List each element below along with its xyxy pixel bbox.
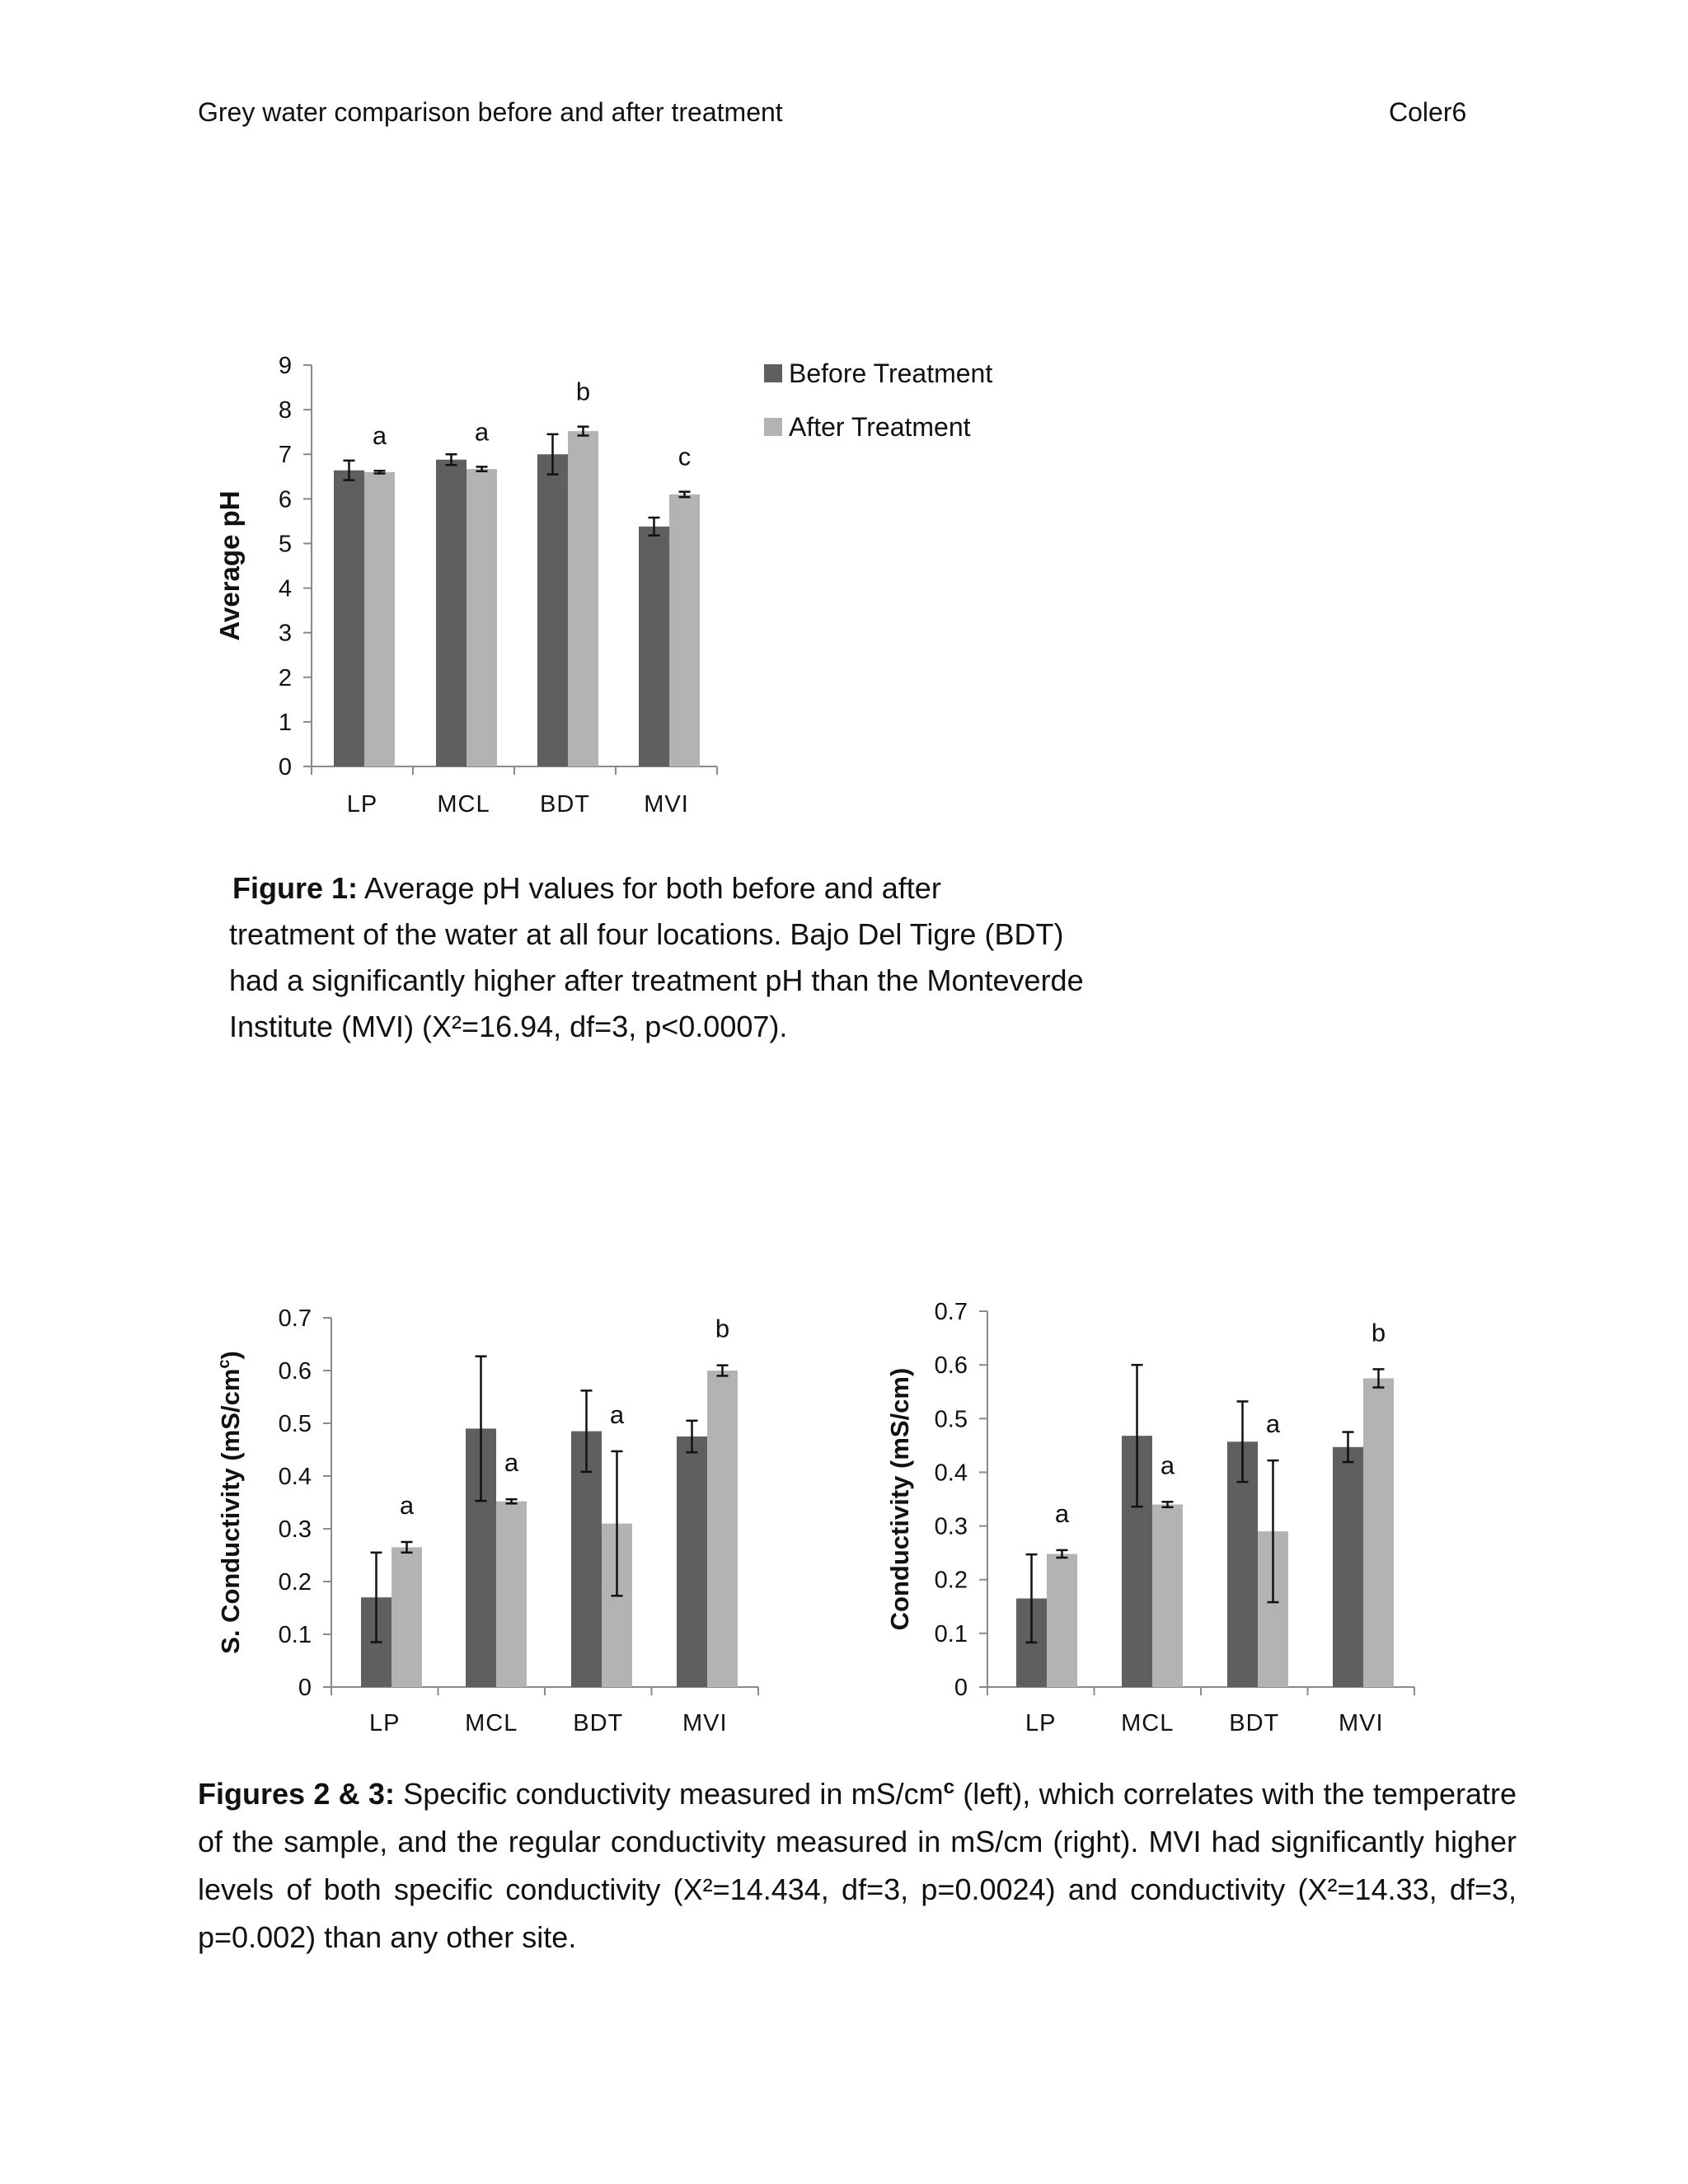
y-tick-label: 0.1 [934,1620,968,1647]
figures-2-3-caption-label: Figures 2 & 3: [198,1777,395,1811]
y-tick-label: 0.3 [278,1516,312,1543]
x-category-label: MVI [644,791,689,818]
bar-mvi-before [677,1436,707,1687]
y-tick-label: 0.7 [278,1305,312,1332]
figures-2-3-caption-sup: c [943,1776,954,1798]
significance-letter: a [609,1399,625,1429]
bar-mvi-after [707,1371,738,1687]
y-axis-label: Conductivity (mS/cm) [885,1367,914,1631]
y-tick-label: 0.2 [934,1567,968,1594]
x-category-label: BDT [573,1710,624,1736]
y-tick-label: 0.3 [934,1513,968,1540]
bar-mcl-after [1152,1505,1183,1687]
significance-letter: a [1054,1498,1070,1528]
running-header-page: Coler6 [1389,97,1467,127]
x-category-label: LP [346,791,378,818]
figure-1-caption-line2: treatment of the water at all four locations. Bajo Del Tigre (BDT) [229,917,1064,951]
y-tick-label: 0.4 [278,1464,312,1490]
y-tick-label: 0.5 [278,1411,312,1437]
y-tick-label: 0.6 [934,1352,968,1380]
y-tick-label: 0 [954,1675,968,1701]
y-tick-label: 0.7 [934,1299,968,1325]
x-category-label: MCL [1121,1710,1175,1736]
figure-1-caption-line4: Institute (MVI) (X²=16.94, df=3, p<0.0007). [229,1010,788,1043]
y-tick-label: 0.5 [934,1406,968,1433]
y-tick-label: 1 [278,709,292,736]
x-category-label: BDT [1229,1710,1280,1736]
y-tick-label: 6 [278,486,292,513]
figure-1-caption-line1: Average pH values for both before and after [358,871,941,905]
significance-letter: b [1371,1318,1386,1347]
y-axis-label: S. Conductivity $(mS/cm^c)$ [215,1351,245,1654]
y-tick-label: 0 [278,754,292,780]
running-header-title: Grey water comparison before and after treatment [198,97,783,127]
y-tick-label: 0.6 [278,1358,312,1385]
x-category-label: MCL [465,1710,518,1736]
y-tick-label: 9 [278,353,292,379]
legend-label: After Treatment [789,412,971,442]
significance-letter: b [575,377,591,406]
y-axis-label: Average pH [214,490,245,641]
y-tick-label: 4 [278,575,292,602]
significance-letter: a [399,1491,415,1520]
significance-letter: b [715,1314,730,1343]
y-tick-label: 8 [278,397,292,424]
bar-mcl-after [496,1502,527,1687]
x-category-label: MVI [682,1710,728,1736]
significance-letter: a [1160,1451,1175,1480]
x-category-label: MVI [1338,1710,1384,1736]
figures-2-3-caption-part1: Specific conductivity measured in mS/cm [394,1777,944,1811]
y-tick-label: 0.2 [278,1569,312,1596]
y-tick-label: 5 [278,531,292,558]
x-category-label: MCL [437,791,490,818]
figure-1-caption-label: Figure 1: [232,871,359,905]
significance-letter: a [372,421,387,451]
figures-2-3-caption-part2: (left), which correlates with the temperatre of the sample, and the regular conductivity measured in mS/cm (right). MVI had significantly higher levels of both specific conductivity (X²=14.434, df=3, p=0.0024) and conductivity (X²=14.33, df=3, p=0.002) than any other site. [198,1777,1517,1954]
y-tick-label: 3 [278,620,292,647]
bar-lp-after [392,1547,422,1687]
x-category-label: BDT [540,791,590,818]
significance-letter: c [678,442,692,471]
significance-letter: a [504,1448,519,1478]
x-category-label: LP [369,1710,401,1736]
y-tick-label: 7 [278,442,292,469]
legend-label: Before Treatment [789,359,993,388]
figures-2-3-caption [198,1764,1517,1961]
bar-lp-after [1047,1554,1077,1687]
significance-letter: a [474,417,490,447]
y-tick-label: 0.4 [934,1460,968,1487]
y-tick-label: 0 [298,1675,312,1701]
figure-1-caption-line3: had a significantly higher after treatment pH than the Monteverde [229,963,1084,997]
y-tick-label: 2 [278,664,292,691]
bar-mvi-after [1363,1378,1394,1687]
y-tick-label: 0.1 [278,1622,312,1648]
significance-letter: a [1265,1409,1281,1439]
x-category-label: LP [1025,1710,1057,1736]
bar-mvi-before [1333,1447,1363,1687]
